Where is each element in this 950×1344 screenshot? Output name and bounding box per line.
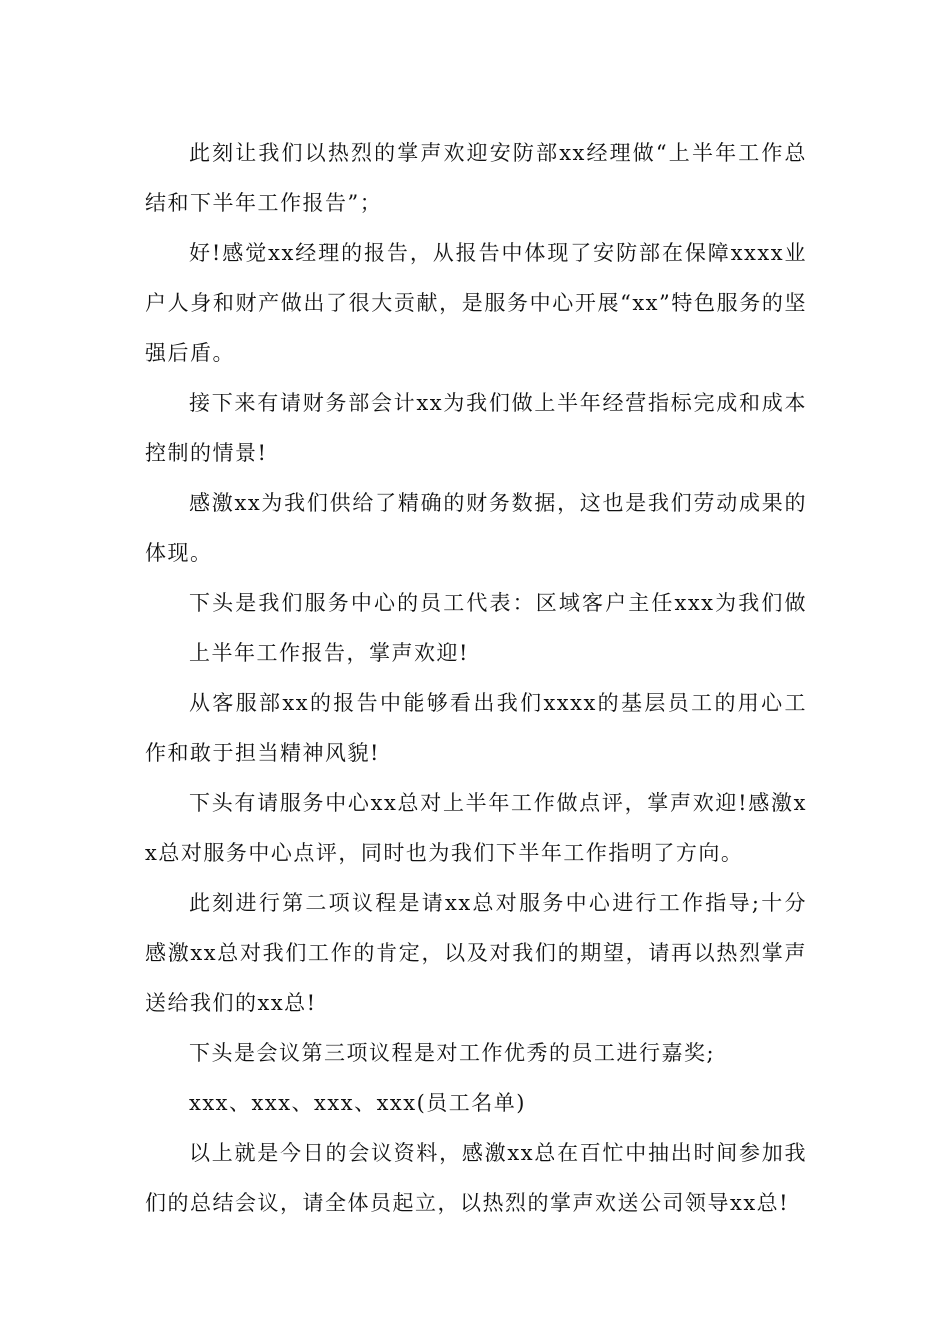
document-body — [145, 128, 807, 1228]
paragraph-staff-representative: 下头是我们服务中心的员工代表：区域客户主任xxx为我们做上半年工作报告，掌声欢迎! — [189, 591, 807, 665]
paragraph-second-agenda: 此刻进行第二项议程是请xx总对服务中心进行工作指导;十分感激xx总对我们工作的肯定，以及对我们的期望，请再以热烈掌声送给我们的xx总! — [145, 891, 807, 1015]
paragraph-third-agenda: 下头是会议第三项议程是对工作优秀的员工进行嘉奖; — [189, 1041, 716, 1065]
paragraph-closing-remarks: 以上就是今日的会议资料，感激xx总在百忙中抽出时间参加我们的总结会议，请全体员起立，以热烈的掌声欢送公司领导xx总! — [145, 1141, 807, 1215]
paragraph-manager-review: 下头有请服务中心xx总对上半年工作做点评，掌声欢迎!感激xx总对服务中心点评，同时也为我们下半年工作指明了方向。 — [145, 791, 807, 865]
paragraph-security-report-intro: 此刻让我们以热烈的掌声欢迎安防部xx经理做“上半年工作总结和下半年工作报告”； — [145, 141, 807, 215]
paragraph-security-report-thanks: 好!感觉xx经理的报告，从报告中体现了安防部在保障xxxx业户人身和财产做出了很大贡献，是服务中心开展“xx”特色服务的坚强后盾。 — [145, 241, 807, 365]
paragraph-finance-report-thanks: 感激xx为我们供给了精确的财务数据，这也是我们劳动成果的体现。 — [145, 491, 807, 565]
paragraph-finance-report-intro: 接下来有请财务部会计xx为我们做上半年经营指标完成和成本控制的情景! — [145, 391, 807, 465]
paragraph-employee-list: xxx、xxx、xxx、xxx(员工名单) — [189, 1091, 527, 1115]
paragraph-customer-service-thanks: 从客服部xx的报告中能够看出我们xxxx的基层员工的用心工作和敢于担当精神风貌! — [145, 691, 807, 765]
